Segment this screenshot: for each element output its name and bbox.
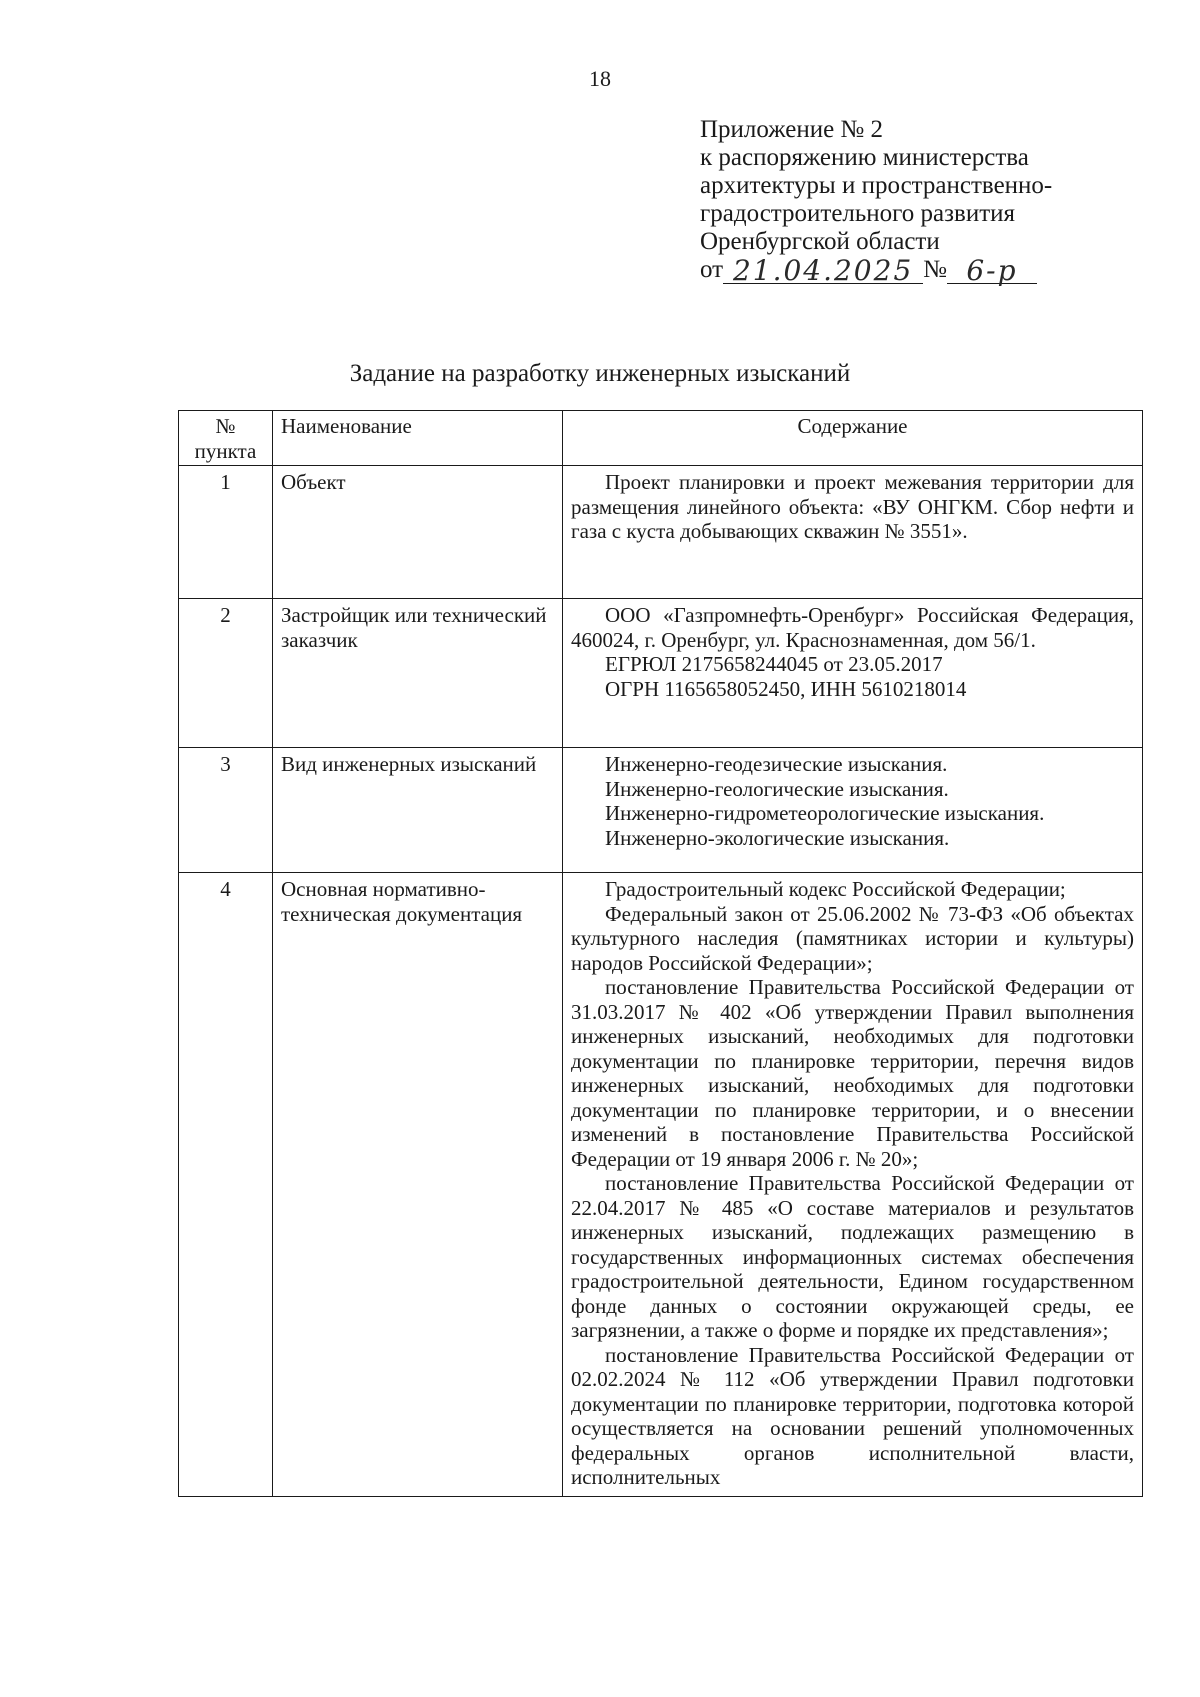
header-content: Содержание [563,411,1143,466]
appendix-date-number-line [700,254,1120,287]
appendix-line-4: градостроительного развития [700,200,1016,227]
table-row [179,466,1143,599]
requirements-table [178,410,1143,1497]
content-paragraph: ЕГРЮЛ 2175658244045 от 23.05.2017 [605,652,943,676]
row-num: 3 [179,748,273,873]
table-header-row [179,411,1143,466]
row-num: 4 [179,873,273,1497]
row-num: 1 [179,466,273,599]
header-name: Наименование [273,411,563,466]
appendix-line-1: Приложение № 2 [700,116,884,143]
number-field [947,254,1037,287]
content-paragraph: постановление Правительства Российской Федерации от 02.02.2024 № 112 «Об утверждении Правил подготовки документации по планировке территории, подготовка которой осуществляется на основании решений уполномоченных федеральных органов исполнительной власти, исполнительных [571,1342,1134,1489]
content-paragraph: Инженерно-геодезические изыскания. [605,752,948,776]
row-name: Объект [273,466,563,599]
row-content [563,599,1143,748]
date-field [723,254,923,287]
table-row [179,599,1143,748]
table-row [179,873,1143,1497]
row-content [563,873,1143,1497]
appendix-line-2: к распоряжению министерства [700,144,1029,171]
handwritten-date: 21.04.2025 [732,254,914,287]
appendix-block [700,116,1120,287]
content-paragraph: Градостроительный кодекс Российской Федерации; [605,877,1066,901]
content-paragraph: постановление Правительства Российской Федерации от 22.04.2017 № 485 «О составе материалов и результатов инженерных изысканий, подлежащих размещению в государственных информационных системах обеспечения градостроительной деятельности, Едином государственном фонде данных о состоянии окружающей среды, ее загрязнении, а также о форме и порядке их представления»; [571,1171,1134,1342]
appendix-line-5: Оренбургской области [700,228,940,255]
from-label: от [700,256,724,283]
number-label: № [923,256,947,283]
content-paragraph: ООО «Газпромнефть-Оренбург» Российская Федерация, 460024, г. Оренбург, ул. Краснознаменная, дом 56/1. [571,603,1134,652]
content-paragraph: Инженерно-экологические изыскания. [605,825,950,850]
row-name: Вид инженерных изысканий [273,748,563,873]
content-paragraph: Проект планировки и проект межевания территории для размещения линейного объекта: «ВУ ОНГКМ. Сбор нефти и газа с куста добывающих скважин № 3551». [571,470,1134,543]
content-paragraph: Инженерно-геологические изыскания. [605,776,949,801]
row-content [563,748,1143,873]
row-name: Основная нормативно-техническая документация [273,873,563,1497]
appendix-line-3: архитектуры и пространственно- [700,172,1053,199]
content-paragraph: постановление Правительства Российской Федерации от 31.03.2017 № 402 «Об утверждении Правил выполнения инженерных изысканий, необходимых для подготовки документации по планировке территории, перечня видов инженерных изысканий, необходимых для подготовки документации по планировке территории, и о внесении изменений в постановление Правительства Российской Федерации от 19 января 2006 г. № 20»; [571,975,1134,1171]
row-num: 2 [179,599,273,748]
row-content [563,466,1143,599]
row-name: Застройщик или технический заказчик [273,599,563,748]
content-paragraph: Федеральный закон от 25.06.2002 № 73-ФЗ «Об объектах культурного наследия (памятниках истории и культуры) народов Российской Федерации»; [571,901,1134,975]
content-paragraph: ОГРН 1165658052450, ИНН 5610218014 [605,676,967,701]
header-num: № пункта [179,411,273,466]
document-title: Задание на разработку инженерных изысканий [349,360,851,387]
content-paragraph: Инженерно-гидрометеорологические изыскания. [605,801,1045,825]
page-number: 18 [589,66,611,91]
handwritten-number: 6-р [966,254,1018,287]
table-row [179,748,1143,873]
